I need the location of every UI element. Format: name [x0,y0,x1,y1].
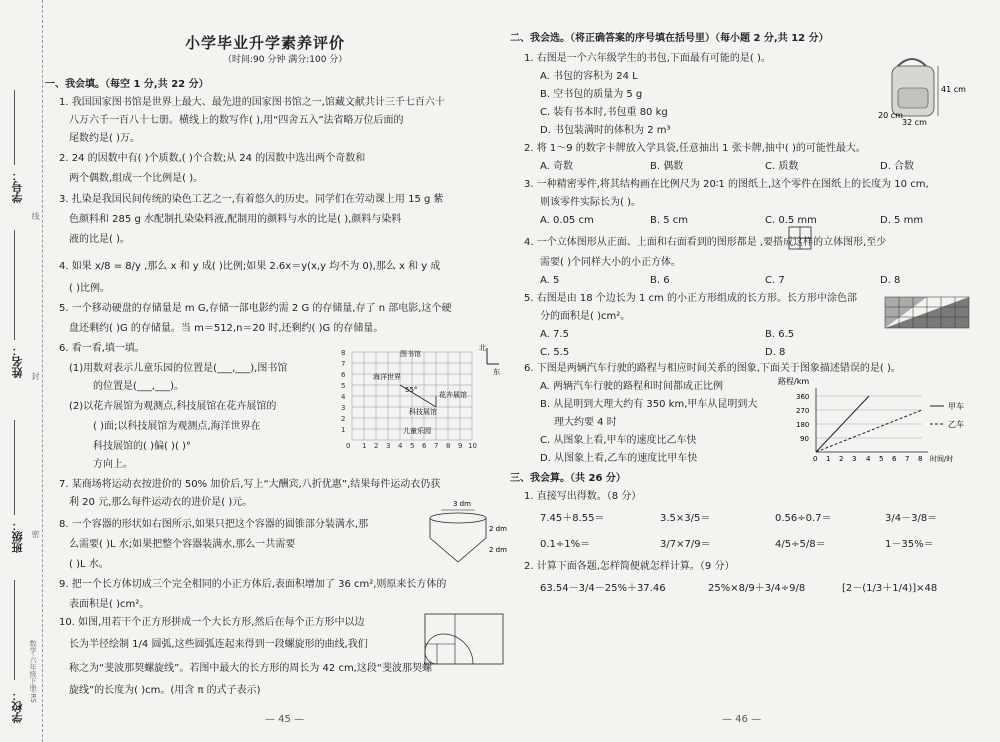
q3-line2: 色颜料和 285 g 水配制扎染染料液,配制用的颜料与水的比是( ),颜料与染料 [69,214,402,225]
q8-line3: ( )L 水。 [69,559,109,570]
r-q3-option-b: B. 5 cm [650,215,688,226]
r-q2-option-b: B. 偶数 [650,161,684,172]
calc2-item-1: 63.54－3/4－25%＋37.46 [540,583,666,594]
r-q4-option-a: A. 5 [540,275,560,286]
q9-line2: 表面积是( )cm²。 [69,599,150,610]
calc2-item-3: [2－(1/3＋1/4)]×48 [842,583,938,594]
svg-text:5: 5 [410,442,415,450]
legend-car-a: 甲车 [948,402,964,411]
r-q5-option-a: A. 7.5 [540,329,569,340]
q4-line2: ( )比例。 [69,283,110,294]
binding-sidebar [0,0,43,742]
map-angle: 55° [405,386,418,394]
svg-text:3: 3 [852,455,857,463]
calc-item-5: 0.1÷1%＝ [540,539,591,550]
r-q2-option-a: A. 奇数 [540,161,574,172]
r-q6-option-c: C. 从图象上看,甲车的速度比乙车快 [540,435,697,446]
map-kids-park: 儿童乐园 [403,427,431,435]
r-q5-line1: 5. 右图是由 18 个边长为 1 cm 的小正方形组成的长方形。长方形中涂色部 [524,293,857,304]
container-diagram [413,496,507,574]
svg-text:270: 270 [796,407,810,415]
q4-line1: 4. 如果 x/8 = 8/y ,那么 x 和 y 成( )比例;如果 2.6x＝y(x,y 均不为 0),那么 x 和 y 成 [59,261,441,272]
q9-line1: 9. 把一个长方体切成三个完全相同的小正方体后,表面积增加了 36 cm²,则原来长方体的 [59,579,447,590]
exam-subtitle: （时间:90 分钟 满分:100 分） [223,55,348,65]
q8-line2: 么需要( )L 水;如果把整个容器装满水,那么一共需要 [69,539,296,550]
section-2-heading: 二、我会选。（将正确答案的序号填在括号里）（每小题 2 分,共 12 分） [510,33,829,44]
page-number-left: — 45 — [265,714,305,725]
svg-text:1: 1 [341,426,346,434]
q6-line5: ( )面;以科技展馆为观测点,海洋世界在 [93,421,261,432]
map-library: 图书馆 [400,350,421,358]
svg-text:3: 3 [386,442,391,450]
backpack-depth: 20 cm [878,111,903,120]
q7-line2: 利 20 元,那么每件运动衣的进价是( )元。 [69,497,253,508]
svg-text:7: 7 [341,360,346,368]
svg-text:0: 0 [813,455,818,463]
q6-line7: 方向上。 [93,459,133,470]
svg-text:7: 7 [434,442,439,450]
r-q2-option-c: C. 质数 [765,161,799,172]
q10-line3: 称之为“斐波那契螺旋线”。若图中最大的长方形的周长为 42 cm,这段“斐波那契螺 [69,663,433,674]
section-3-heading: 三、我会算。（共 26 分） [510,473,626,484]
svg-text:5: 5 [879,455,884,463]
map-north: 北 [479,344,486,352]
class-line [14,420,15,515]
map-east: 东 [493,368,500,376]
r-q6-option-a: A. 两辆汽车行驶的路程和时间都成正比例 [540,381,724,392]
r-q1-option-c: C. 装有书本时,书包重 80 kg [540,107,668,118]
r-q1-option-a: A. 书包的容积为 24 L [540,71,638,82]
r-q4-line1: 4. 一个立体图形从正面、上面和右面看到的图形都是 ,要搭成这样的立体图形,至少 [524,237,887,248]
q8-line1: 8. 一个容器的形状如右图所示,如果只把这个容器的圆锥部分装满水,那 [59,519,369,530]
map-tech-hall: 科技展馆 [409,408,437,416]
map-flower-hall: 花卉展馆 [439,391,467,399]
backpack-diagram [878,52,978,126]
container-diameter: 3 dm [453,500,471,508]
q7-line1: 7. 某商场将运动衣按进价的 50% 加价后,写上“大酬宾,八折优惠”,结果每件运动衣仍获 [59,479,441,490]
svg-text:8: 8 [918,455,923,463]
r-q3-line2: 则该零件实际长为( )。 [540,197,641,208]
name-line [14,230,15,340]
svg-text:360: 360 [796,393,810,401]
exam-title: 小学毕业升学素养评价 [185,34,346,52]
backpack-width: 32 cm [902,118,927,127]
q6-line2: (1)用数对表示儿童乐园的位置是(___,___),图书馆 [69,363,288,374]
r-q1-option-d: D. 书包装满时的体积为 2 m³ [540,125,671,136]
map-ocean-world: 海洋世界 [373,373,401,381]
graph-xlabel: 时间/时 [930,455,954,463]
q5-line1: 5. 一个移动硬盘的存储量是 m G,存储一部电影约需 2 G 的存储量,存了 n 部电影,这个硬 [59,303,452,314]
r-q4-option-b: B. 6 [650,275,670,286]
q6-line3: 的位置是(___,___)。 [93,381,184,392]
svg-text:0: 0 [346,442,351,450]
fibonacci-spiral-diagram [423,612,505,668]
q3-line3: 液的比是( )。 [69,234,130,245]
svg-text:180: 180 [796,421,810,429]
backpack-pocket [898,88,928,108]
svg-text:3: 3 [341,404,346,412]
legend-car-b: 乙车 [948,420,964,429]
r-q3-line1: 3. 一种精密零件,将其结构画在比例尺为 20∶1 的图纸上,这个零件在图纸上的长度为 10 cm, [524,179,929,190]
q1-line3: 尾数约是( )万。 [69,133,140,144]
spiral-curve [425,634,473,664]
r-q5-line2: 分的面积是( )cm²。 [540,311,631,322]
q1-line2: 八万六千一百八十七册。横线上的数写作( ),用“四舍五入”法省略万位后面的 [69,115,404,126]
graph-ylabel: 路程/km [778,377,810,386]
q2-line2: 两个偶数,组成一个比例是( )。 [69,173,204,184]
class-label: 班级： [11,520,24,553]
r-q4-option-c: C. 7 [765,275,785,286]
calc-item-2: 3.5×3/5＝ [660,513,711,524]
calc-item-6: 3/7×7/9＝ [660,539,711,550]
cylinder-top [430,513,486,523]
svg-text:8: 8 [446,442,451,450]
q6-line4: (2)以花卉展馆为观测点,科技展馆在花卉展馆的 [69,401,277,412]
graph-yticks [796,393,809,443]
cut-mark-secret: 密 [31,530,40,538]
shaded-grid-rectangle [884,296,970,330]
svg-text:9: 9 [458,442,463,450]
svg-text:6: 6 [422,442,427,450]
calc2-item-2: 25%×8/9＋3/4÷9/8 [708,583,806,594]
svg-text:6: 6 [892,455,897,463]
svg-text:2: 2 [839,455,844,463]
svg-text:2: 2 [374,442,379,450]
square-view-icon [788,226,812,250]
calc-part2-heading: 2. 计算下面各题,怎样简便就怎样计算。（9 分） [524,561,735,572]
school-label: 学校： [11,690,24,723]
svg-text:2: 2 [341,415,346,423]
r-q1-stem: 1. 右图是一个六年级学生的书包,下面最有可能的是( )。 [524,53,771,64]
svg-text:1: 1 [362,442,367,450]
series-car-b [816,410,922,452]
cut-mark-seal: 封 [31,372,40,380]
container-height-cone: 2 dm [489,546,507,554]
svg-text:90: 90 [800,435,809,443]
backpack-handle [898,59,926,66]
q1-line1: 1. 我国国家图书馆是世界上最大、最先进的国家图书馆之一,馆藏文献共计三千七百六十 [59,97,445,108]
coordinate-map [337,342,505,454]
svg-text:6: 6 [341,371,346,379]
q2-line1: 2. 24 的因数中有( )个质数,( )个合数;从 24 的因数中选出两个奇数和 [59,153,366,164]
calc-item-4: 3/4－3/8＝ [885,513,938,524]
backpack-height: 41 cm [941,85,966,94]
page-number-right: — 46 — [722,714,762,725]
svg-text:7: 7 [905,455,910,463]
cut-mark-line: 线 [31,212,40,220]
graph-xticks [813,455,922,463]
r-q6-option-d: D. 从图象上看,乙车的速度比甲车快 [540,453,698,464]
school-line [14,580,15,680]
r-q5-option-b: B. 6.5 [765,329,795,340]
calc-part1-heading: 1. 直接写出得数。（8 分） [524,491,642,502]
r-q3-option-c: C. 0.5 mm [765,215,817,226]
calc-item-1: 7.45＋8.55＝ [540,513,605,524]
r-q4-line2: 需要( )个同样大小的小正方体。 [540,257,681,268]
r-q4-option-d: D. 8 [880,275,901,286]
r-q1-option-b: B. 空书包的质量为 5 g [540,89,643,100]
svg-text:10: 10 [468,442,477,450]
book-footer: 数学·六年级下册·RS [29,640,37,703]
r-q5-option-d: D. 8 [765,347,786,358]
svg-text:4: 4 [341,393,346,401]
q10-line1: 10. 如图,用若干个正方形拼成一个大长方形,然后在每个正方形中以边 [59,617,365,628]
r-q2-stem: 2. 将 1～9 的数字卡牌放入学具袋,任意抽出 1 张卡牌,抽中( )的可能性最大。 [524,143,866,154]
q3-line1: 3. 扎染是我国民间传统的染色工艺之一,有着悠久的历史。同学们在劳动课上用 15 g 紫 [59,194,444,205]
student-id-line [14,90,15,165]
r-q6-option-b1: B. 从昆明到大理大约有 350 km,甲车从昆明到大 [540,399,758,410]
r-q6-stem: 6. 下图是两辆汽车行驶的路程与相应时间关系的图象,下面关于图象描述错误的是( )。 [524,363,901,374]
svg-text:8: 8 [341,349,346,357]
container-height-cylinder: 2 dm [489,525,507,533]
svg-text:4: 4 [866,455,871,463]
cone-outline [430,538,486,562]
r-q2-option-d: D. 合数 [880,161,915,172]
svg-text:4: 4 [398,442,403,450]
q10-line2: 长为半径绘制 1/4 圆弧,这些圆弧连起来得到一段螺旋形的曲线,我们 [69,639,368,650]
r-q3-option-d: D. 5 mm [880,215,924,226]
calc-item-7: 4/5÷5/8＝ [775,539,826,550]
calc-item-3: 0.56÷0.7＝ [775,513,832,524]
q10-line4: 旋线”的长度为( )cm。(用含 π 的式子表示) [69,685,261,696]
svg-text:1: 1 [826,455,831,463]
student-id-label: 学号： [11,170,24,203]
graph-grid [816,396,922,438]
section-1-heading: 一、我会填。（每空 1 分,共 22 分） [45,79,209,90]
calc-item-8: 1－35%＝ [885,539,934,550]
q6-line6: 科技展馆的( )偏( )( )° [93,441,191,452]
q6-line1: 6. 看一看,填一填。 [59,343,145,354]
name-label: 姓名： [11,345,24,378]
r-q3-option-a: A. 0.05 cm [540,215,594,226]
distance-time-graph [778,376,978,462]
r-q5-option-c: C. 5.5 [540,347,570,358]
svg-text:5: 5 [341,382,346,390]
q5-line2: 盘还剩约( )G 的存储量。当 m＝512,n＝20 时,还剩约( )G 的存储量。 [69,323,384,334]
r-q6-option-b2: 理大约要 4 时 [554,417,617,428]
